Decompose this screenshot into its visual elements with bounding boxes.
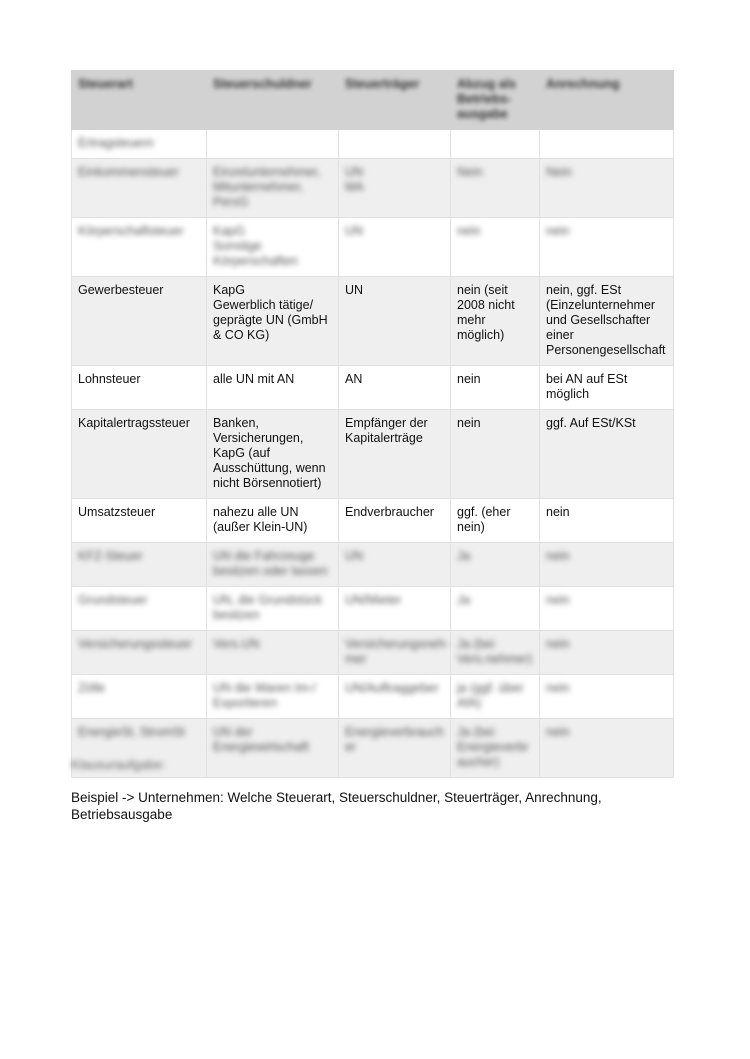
- cell-text: UN der Energiewirtschaft: [213, 725, 309, 754]
- table-row: [72, 130, 674, 159]
- table-cell: [207, 130, 339, 159]
- header-steuertraeger: Steuerträger: [339, 71, 451, 130]
- table-cell: [540, 543, 674, 587]
- table-cell: [451, 410, 540, 499]
- table-cell: [72, 410, 207, 499]
- cell-text: nein: [546, 725, 570, 739]
- table-cell: [540, 719, 674, 778]
- cell-text: Endverbraucher: [345, 505, 434, 519]
- table-cell: [72, 631, 207, 675]
- cell-text: Grundsteuer: [78, 593, 148, 607]
- cell-text: nahezu alle UN (außer Klein-UN): [213, 505, 308, 534]
- table-cell: [540, 587, 674, 631]
- cell-text: UN, die Grundstück besitzen: [213, 593, 323, 622]
- cell-text: Banken, Versicherungen, KapG (auf Ausschüttung, wenn nicht Börsennotiert): [213, 416, 326, 490]
- cell-text: Vers.UN: [213, 637, 260, 651]
- cell-text: alle UN mit AN: [213, 372, 295, 386]
- table-cell: [540, 631, 674, 675]
- cell-text: UN/Mieter: [345, 593, 402, 607]
- table-cell: [339, 543, 451, 587]
- cell-text: nein: [546, 549, 570, 563]
- table-cell: [339, 499, 451, 543]
- cell-text: nein: [546, 593, 570, 607]
- table-row: [72, 277, 674, 366]
- cell-text: nein (seit 2008 nicht mehr möglich): [457, 283, 515, 342]
- table-cell: [451, 675, 540, 719]
- table-cell: [339, 410, 451, 499]
- cell-text: bei AN auf ESt möglich: [546, 372, 628, 401]
- table-cell: [207, 675, 339, 719]
- cell-text: UN die Fahrzeuge besitzen oder lassen: [213, 549, 328, 578]
- table-row: [72, 218, 674, 277]
- cell-text: Empfänger der Kapitalerträge: [345, 416, 428, 445]
- header-steuerart: Steuerart: [72, 71, 207, 130]
- cell-text: UN: [345, 224, 364, 238]
- table-cell: [72, 499, 207, 543]
- table-cell: [207, 499, 339, 543]
- table-cell: [207, 218, 339, 277]
- cell-text: UN/Auftraggeber: [345, 681, 439, 695]
- table-cell: [339, 277, 451, 366]
- table-cell: [207, 587, 339, 631]
- table-row: [72, 410, 674, 499]
- table-cell: [451, 719, 540, 778]
- table-cell: [72, 587, 207, 631]
- table-cell: [72, 675, 207, 719]
- table-cell: [339, 675, 451, 719]
- table-cell: [339, 218, 451, 277]
- cell-text: Ja (bei Energieverbr aucher): [457, 725, 529, 769]
- cell-text: UN: [345, 549, 364, 563]
- cell-text: Versicherungsneh- mer: [345, 637, 450, 666]
- table-cell: [72, 218, 207, 277]
- table-row: [72, 675, 674, 719]
- table-cell: [339, 159, 451, 218]
- cell-text: KFZ-Steuer: [78, 549, 143, 563]
- example-question: Beispiel -> Unternehmen: Welche Steuerart, Steuerschuldner, Steuerträger, Anrechnung, Betriebsausgabe: [71, 790, 602, 822]
- table-cell: [540, 499, 674, 543]
- cell-text: KapG Gewerblich tätige/ geprägte UN (GmbH & CO KG): [213, 283, 328, 342]
- cell-text: Gewerbesteuer: [78, 283, 164, 297]
- table-cell: [339, 719, 451, 778]
- exam-task-label: Klausuraufgabe:: [71, 757, 166, 772]
- table-cell: [339, 130, 451, 159]
- cell-text: Lohnsteuer: [78, 372, 141, 386]
- table-cell: [540, 130, 674, 159]
- cell-text: KapG Sonstige Körperschaften: [213, 224, 298, 268]
- table-cell: [451, 159, 540, 218]
- table-row: [72, 631, 674, 675]
- table-row: [72, 499, 674, 543]
- cell-text: Ja (bei Vers.nehmer): [457, 637, 533, 666]
- cell-text: AN: [345, 372, 363, 386]
- table-cell: [207, 543, 339, 587]
- cell-text: Ja: [457, 593, 471, 607]
- table-cell: [451, 499, 540, 543]
- table-cell: [540, 410, 674, 499]
- header-anrechnung: Anrechnung: [540, 71, 674, 130]
- table-cell: [540, 159, 674, 218]
- cell-text: nein: [457, 416, 481, 430]
- table-header-row: [72, 71, 674, 130]
- table-cell: [451, 631, 540, 675]
- table-cell: [72, 159, 207, 218]
- cell-text: Umsatzsteuer: [78, 505, 156, 519]
- table-cell: [207, 366, 339, 410]
- table-cell: [207, 719, 339, 778]
- table-cell: [451, 218, 540, 277]
- table-row: [72, 543, 674, 587]
- table-cell: [540, 366, 674, 410]
- table-cell: [339, 631, 451, 675]
- table-cell: [451, 587, 540, 631]
- cell-text: nein: [546, 505, 570, 519]
- cell-text: UN MA: [345, 165, 364, 194]
- table-cell: [72, 130, 207, 159]
- cell-text: Nein: [457, 165, 483, 179]
- cell-text: Körperschaftsteuer: [78, 224, 184, 238]
- cell-text: Ertragsteuern: [78, 136, 154, 150]
- table-cell: [207, 159, 339, 218]
- cell-text: Versicherungssteuer: [78, 637, 192, 651]
- table-cell: [540, 277, 674, 366]
- header-steuerschuldner: Steuerschuldner: [207, 71, 339, 130]
- table-row: [72, 366, 674, 410]
- cell-text: ggf. Auf ESt/KSt: [546, 416, 636, 430]
- table-cell: [207, 410, 339, 499]
- cell-text: Zölle: [78, 681, 106, 695]
- table-cell: [451, 543, 540, 587]
- table-cell: [72, 366, 207, 410]
- table-cell: [540, 675, 674, 719]
- table-cell: [451, 277, 540, 366]
- cell-text: UN: [345, 283, 364, 297]
- cell-text: nein, ggf. ESt (Einzelunternehmer und Gesellschafter einer Personengesellschaft: [546, 283, 666, 357]
- cell-text: Kapitalertragssteuer: [78, 416, 190, 430]
- cell-text: nein: [457, 372, 481, 386]
- cell-text: Einzelunternehmer, Mitunternehmer, PersG: [213, 165, 321, 209]
- table-row: [72, 159, 674, 218]
- header-abzug-betriebsausgabe: Abzug als Betriebs- ausgabe: [451, 71, 540, 130]
- table-cell: [540, 218, 674, 277]
- cell-text: Nein: [546, 165, 572, 179]
- table-cell: [451, 366, 540, 410]
- table-cell: [72, 277, 207, 366]
- cell-text: nein: [546, 224, 570, 238]
- cell-text: ggf. (eher nein): [457, 505, 511, 534]
- table-cell: [339, 366, 451, 410]
- cell-text: EnergieSt, StromSt: [78, 725, 185, 739]
- cell-text: Energieverbrauch er: [345, 725, 444, 754]
- cell-text: ja (ggf. über AfA): [457, 681, 524, 710]
- table-cell: [207, 277, 339, 366]
- cell-text: nein: [546, 681, 570, 695]
- cell-text: nein: [457, 224, 481, 238]
- tax-table: [71, 70, 674, 778]
- table-cell: [339, 587, 451, 631]
- cell-text: UN die Waren Im-/ Exportieren: [213, 681, 317, 710]
- table-cell: [72, 543, 207, 587]
- cell-text: Einkommensteuer: [78, 165, 179, 179]
- table-cell: [451, 130, 540, 159]
- table-cell: [207, 631, 339, 675]
- cell-text: Ja: [457, 549, 471, 563]
- table-row: [72, 587, 674, 631]
- cell-text: nein: [546, 637, 570, 651]
